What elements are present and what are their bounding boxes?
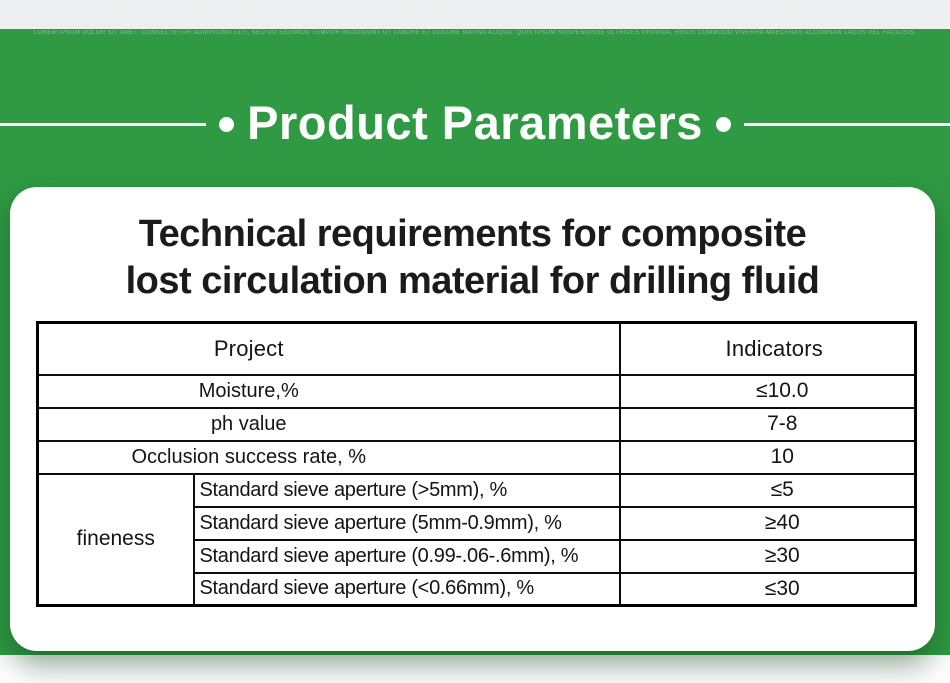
indicator-cell-sieve-gt5mm: ≤5 (620, 474, 916, 507)
column-header-project: Project (38, 323, 620, 375)
card-heading-line-2: lost circulation material for drilling fluid (125, 260, 820, 302)
project-cell-sieve-gt5mm: Standard sieve aperture (>5mm), % (194, 474, 620, 507)
card-heading (10, 211, 935, 305)
product-parameters-section (0, 29, 950, 655)
project-cell-sieve-lt066mm: Standard sieve aperture (<0.66mm), % (194, 573, 620, 606)
card-heading-line-1: Technical requirements for composite (138, 213, 807, 255)
title-line-right (744, 123, 950, 126)
indicator-cell-sieve-5mm-09mm: ≥40 (620, 507, 916, 540)
title-line-left (0, 123, 206, 126)
table-row (38, 408, 916, 441)
indicator-cell-moisture: ≤10.0 (620, 375, 916, 408)
project-cell-sieve-5mm-09mm: Standard sieve aperture (5mm-0.9mm), % (194, 507, 620, 540)
title-dot-right-icon (716, 117, 731, 132)
table-row (38, 474, 916, 507)
column-header-indicators: Indicators (620, 323, 916, 375)
project-cell-ph: ph value (38, 408, 620, 441)
top-light-strip (0, 0, 950, 29)
project-cell-sieve-099-06mm: Standard sieve aperture (0.99-.06-.6mm), % (194, 540, 620, 573)
table-header-row (38, 323, 916, 375)
indicator-cell-sieve-099-06mm: ≥30 (620, 540, 916, 573)
indicator-cell-ph: 7-8 (620, 408, 916, 441)
spec-table (36, 321, 917, 607)
spec-card (10, 187, 935, 651)
project-cell-moisture: Moisture,% (38, 375, 620, 408)
section-title: Product Parameters (247, 95, 703, 149)
section-title-row (0, 91, 950, 157)
fine-print-text: LOREM IPSUM DOLOR SIT AMET, CONSECTETUR ADIPISCING ELIT, SED DO EIUSMOD TEMPOR INCIDIDUNT UT LABORE ET DOLORE MAGNA ALIQUA. QUIS IPSUM SUSPENDISSE ULTRICES GRAVIDA. RISUS COMMODO VIVERRA MAECENAS ACCUMSAN LACUS VEL FACILISIS. (33, 30, 917, 36)
fineness-group-label: fineness (38, 474, 194, 606)
indicator-cell-occlusion: 10 (620, 441, 916, 474)
project-cell-occlusion: Occlusion success rate, % (38, 441, 620, 474)
indicator-cell-sieve-lt066mm: ≤30 (620, 573, 916, 606)
title-dot-left-icon (219, 117, 234, 132)
table-row (38, 441, 916, 474)
table-row (38, 375, 916, 408)
